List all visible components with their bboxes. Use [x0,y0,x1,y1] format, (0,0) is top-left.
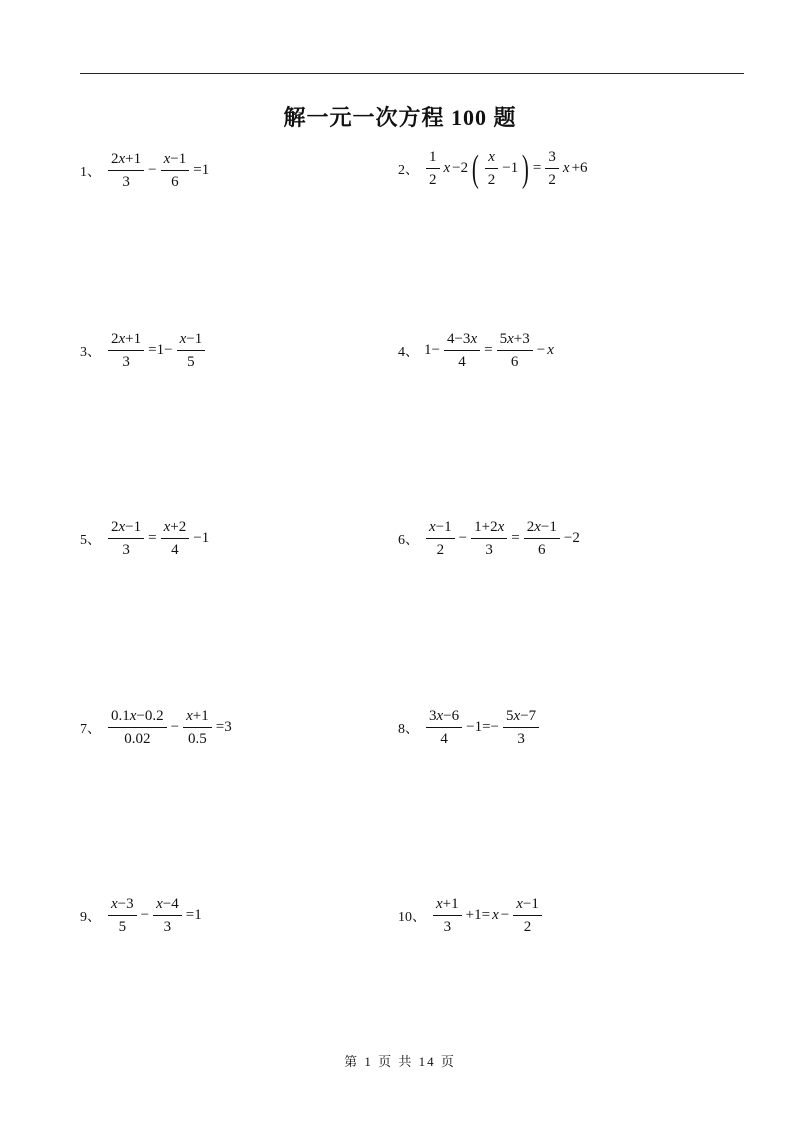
problem-3: 3、 $\frac{2x+1}{3}$ =1− $\frac{x-1}{5}$ [80,330,208,371]
fraction: $\frac{1}{2}$ [426,148,440,189]
problem-number: 8、 [398,721,419,737]
fraction: $\frac{2x-1}{6}$ [524,518,560,559]
fraction: $\frac{1+2x}{3}$ [471,518,507,559]
problem-number: 7、 [80,721,101,737]
fraction: $\frac{3x-6}{4}$ [426,707,462,748]
problem-5: 5、 $\frac{2x-1}{3}$ = $\frac{x+2}{4}$ −1 [80,519,210,558]
fraction: $\frac{x+2}{4}$ [161,518,190,559]
problem-4: 4、 1− $\frac{4-3x}{4}$ = $\frac{5x+3}{6}$ − x [398,331,554,370]
page-title: 解一元一次方程 100 题 [283,105,517,130]
fraction: $\frac{x-1}{5}$ [177,330,206,371]
fraction: $\frac{5x+3}{6}$ [497,330,533,371]
fraction: $\frac{x-1}{6}$ [161,150,190,191]
fraction: $\frac{2x-1}{3}$ [108,518,144,559]
fraction: $\frac{2x+1}{3}$ [108,330,144,371]
header-rule [80,73,744,74]
problem-number: 3、 [80,344,101,360]
fraction: $\frac{x+1}{0.5}$ [183,707,212,748]
fraction: $\frac{3}{2}$ [545,148,559,189]
problem-6: 6、 $\frac{x-1}{2}$ − $\frac{1+2x}{3}$ = $\frac{2x-1}{6}$ −2 [398,519,580,558]
fraction: $\frac{2x+1}{3}$ [108,150,144,191]
problem-2: 2、 $\frac{1}{2}$ x −2 ( $\frac{x}{2}$ −1 ) = $\frac{3}{2}$ x +6 [398,147,588,190]
fraction: $\frac{x-1}{2}$ [513,895,542,936]
fraction: $\frac{x-4}{3}$ [153,895,182,936]
fraction: $\frac{5x-7}{3}$ [503,707,539,748]
fraction: $\frac{x+1}{3}$ [433,895,462,936]
fraction: $\frac{0.1x-0.2}{0.02}$ [108,707,167,748]
fraction: $\frac{x-3}{5}$ [108,895,137,936]
problem-number: 2、 [398,162,419,178]
fraction: $\frac{4-3x}{4}$ [444,330,480,371]
fraction: $\frac{x-1}{2}$ [426,518,455,559]
problem-number: 10、 [398,909,426,925]
problem-number: 5、 [80,532,101,548]
problem-10: 10、 $\frac{x+1}{3}$ +1= x − $\frac{x-1}{2}$ [398,895,545,936]
fraction: $\frac{x}{2}$ [485,148,499,189]
problem-number: 9、 [80,909,101,925]
page-footer: 第 1 页 共 14 页 [344,1054,456,1069]
parenthesis-group: ( $\frac{x}{2}$ −1 ) [471,147,530,190]
problem-number: 4、 [398,344,419,360]
problem-9: 9、 $\frac{x-3}{5}$ − $\frac{x-4}{3}$ =1 [80,896,202,935]
problem-number: 1、 [80,164,101,180]
problem-8: 8、 $\frac{3x-6}{4}$ −1=− $\frac{5x-7}{3}$ [398,707,542,748]
problem-1: 1、 $\frac{2x+1}{3}$ − $\frac{x-1}{6}$ =1 [80,151,210,190]
problem-number: 6、 [398,532,419,548]
problem-7: 7、 $\frac{0.1x-0.2}{0.02}$ − $\frac{x+1}{0.5}$ =3 [80,708,232,747]
